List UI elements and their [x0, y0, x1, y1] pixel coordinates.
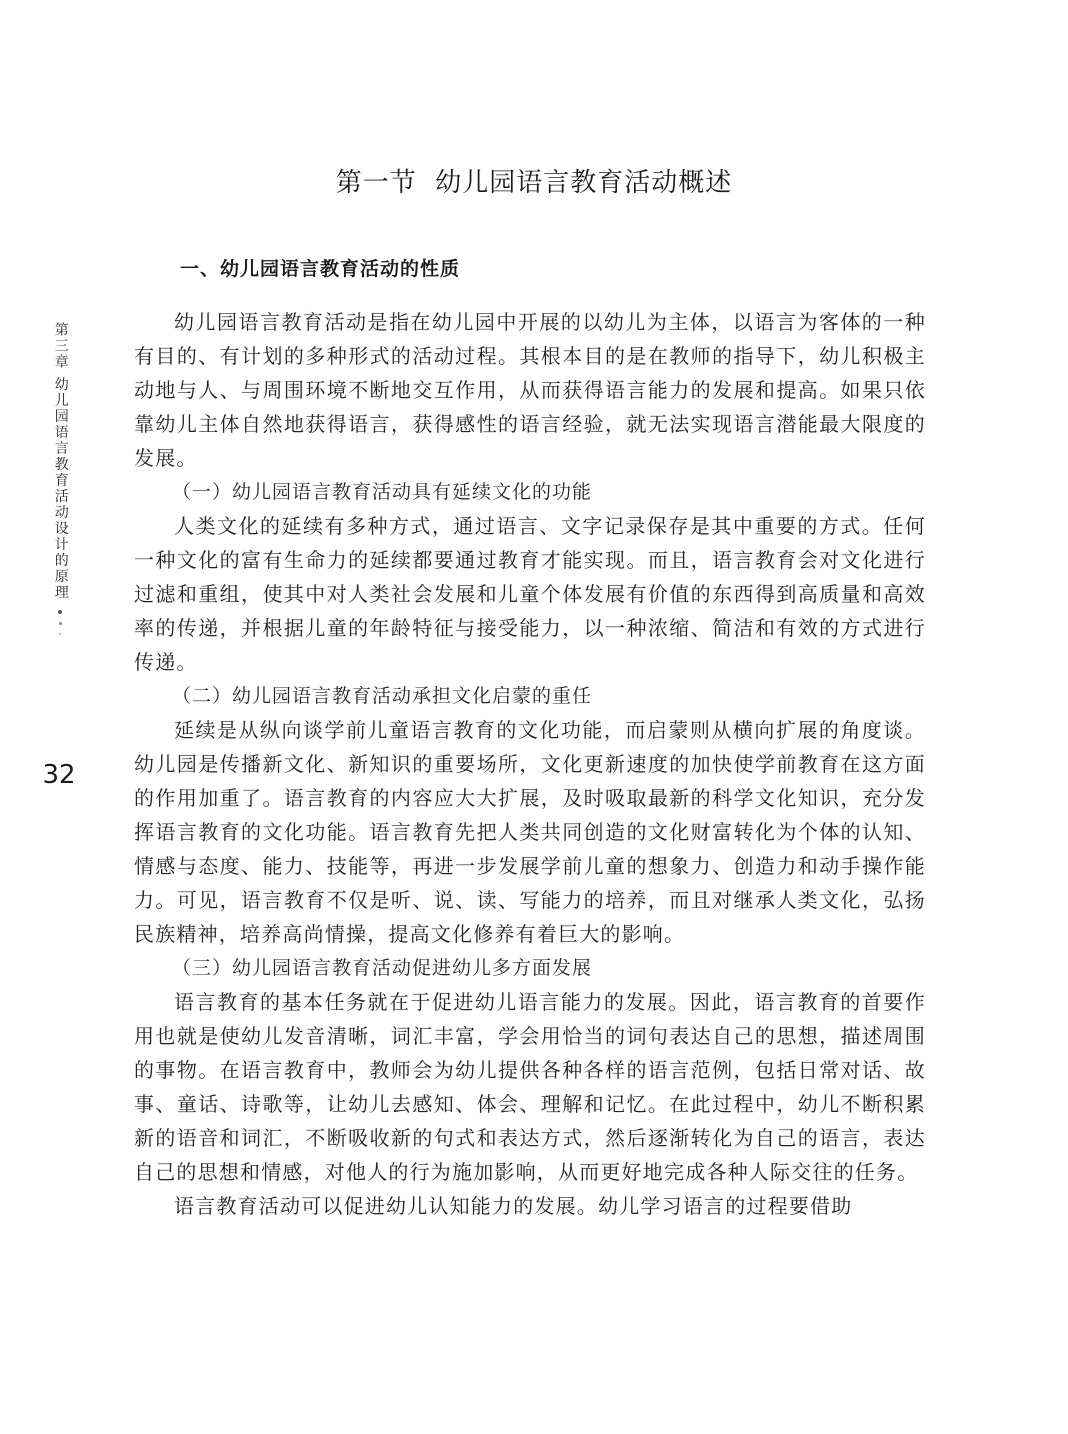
chapter-side-header [44, 322, 76, 639]
list-item-heading: （一）幼儿园语言教育活动具有延续文化的功能 [172, 481, 593, 503]
section-title: 第一节 幼儿园语言教育活动概述 [335, 168, 733, 198]
paragraph: 幼儿园语言教育活动是指在幼儿园中开展的以幼儿为主体，以语言为客体的一种有目的、有计划的多种形式的活动过程。其根本目的是在教师的指导下，幼儿积极主动地与人、与周围环境不断地交互作用，从而获得语言能力的发展和提高。如果只依靠幼儿主体自然地获得语言，获得感性的语言经验，就无法实现语言潜能最大限度的发展。 [134, 310, 926, 470]
subheading: 一、幼儿园语言教育活动的性质 [180, 258, 461, 280]
paragraph: 语言教育活动可以促进幼儿认知能力的发展。幼儿学习语言的过程要借助 [174, 1194, 853, 1218]
page-number: 32 [42, 760, 76, 790]
paragraph: 语言教育的基本任务就在于促进幼儿语言能力的发展。因此，语言教育的首要作用也就是使幼儿发音清晰，词汇丰富，学会用恰当的词句表达自己的思想，描述周围的事物。在语言教育中，教师会为幼儿提供各种各样的语言范例，包括日常对话、故事、童话、诗歌等，让幼儿去感知、体会、理解和记忆。在此过程中，幼儿不断积累新的语音和词汇，不断吸收新的句式和表达方式，然后逐渐转化为自己的语言，表达自己的思想和情感，对他人的行为施加影响，从而更好地完成各种人际交往的任务。 [134, 990, 926, 1184]
dot-icon [59, 633, 61, 635]
body-text [134, 305, 926, 1223]
list-item-heading: （三）幼儿园语言教育活动促进幼儿多方面发展 [172, 957, 593, 979]
side-dots-ornament [58, 606, 62, 639]
paragraph: 延续是从纵向谈学前儿童语言教育的文化功能，而启蒙则从横向扩展的角度谈。幼儿园是传播新文化、新知识的重要场所，文化更新速度的加快使学前教育在这方面的作用加重了。语言教育的内容应大大扩展，及时吸取最新的科学文化知识，充分发挥语言教育的文化功能。语言教育先把人类共同创造的文化财富转化为个体的认知、情感与态度、能力、技能等，再进一步发展学前儿童的想象力、创造力和动手操作能力。可见，语言教育不仅是听、说、读、写能力的培养，而且对继承人类文化，弘扬民族精神，培养高尚情操，提高文化修养有着巨大的影响。 [134, 718, 926, 946]
chapter-side-title: 第三章 幼儿园语言教育活动设计的原理 [52, 322, 69, 601]
dot-icon [59, 622, 62, 625]
dot-icon [58, 610, 62, 614]
paragraph: 人类文化的延续有多种方式，通过语言、文字记录保存是其中重要的方式。任何一种文化的富有生命力的延续都要通过教育才能实现。而且，语言教育会对文化进行过滤和重组，使其中对人类社会发展和儿童个体发展有价值的东西得到高质量和高效率的传递，并根据儿童的年龄特征与接受能力，以一种浓缩、简洁和有效的方式进行传递。 [134, 514, 926, 674]
list-item-heading: （二）幼儿园语言教育活动承担文化启蒙的重任 [172, 685, 593, 707]
